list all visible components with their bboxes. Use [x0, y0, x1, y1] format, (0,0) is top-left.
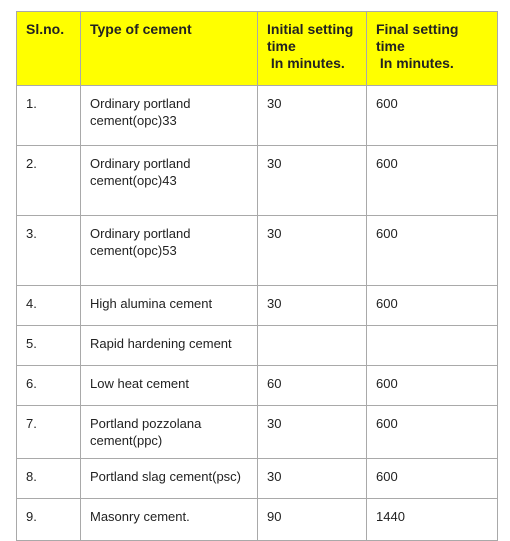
- cell-initial: 30: [258, 459, 367, 499]
- cell-final: 600: [367, 216, 498, 286]
- cell-initial: 90: [258, 499, 367, 541]
- cell-final: [367, 326, 498, 366]
- cell-type-line: Portland pozzolana: [90, 416, 202, 431]
- cell-type: Masonry cement.: [81, 499, 258, 541]
- cell-initial: 30: [258, 86, 367, 146]
- cell-slno: 9.: [17, 499, 81, 541]
- header-type: Type of cement: [81, 12, 258, 86]
- cell-type: Low heat cement: [81, 366, 258, 406]
- table-row: [17, 366, 498, 406]
- header-slno: Sl.no.: [17, 12, 81, 86]
- cell-type-line: cement(opc)33: [90, 113, 177, 128]
- header-final-line: Final setting: [376, 21, 459, 37]
- table-row: [17, 146, 498, 216]
- table-row: [17, 216, 498, 286]
- cell-final: 600: [367, 86, 498, 146]
- cell-initial: 30: [258, 286, 367, 326]
- cell-final: 1440: [367, 499, 498, 541]
- header-row: [17, 12, 498, 86]
- table-row: [17, 286, 498, 326]
- cell-type: Rapid hardening cement: [81, 326, 258, 366]
- header-initial-line: In minutes.: [267, 55, 345, 71]
- cell-slno: 1.: [17, 86, 81, 146]
- cell-initial: 30: [258, 406, 367, 459]
- cell-initial: 60: [258, 366, 367, 406]
- cell-type-line: Ordinary portland: [90, 156, 191, 171]
- cell-type-line: Ordinary portland: [90, 96, 191, 111]
- cell-type-line: cement(opc)53: [90, 243, 177, 258]
- table-row: [17, 326, 498, 366]
- cell-slno: 6.: [17, 366, 81, 406]
- cell-slno: 5.: [17, 326, 81, 366]
- table-row: [17, 406, 498, 459]
- cell-type: [81, 86, 258, 146]
- table-row: [17, 86, 498, 146]
- cell-slno: 2.: [17, 146, 81, 216]
- cell-slno: 7.: [17, 406, 81, 459]
- cell-final: 600: [367, 459, 498, 499]
- cell-type: [81, 216, 258, 286]
- header-final-setting-time: [367, 12, 498, 86]
- cell-slno: 3.: [17, 216, 81, 286]
- cell-type-line: Ordinary portland: [90, 226, 191, 241]
- cell-initial: 30: [258, 146, 367, 216]
- cement-setting-time-table: [16, 11, 498, 541]
- cell-initial: 30: [258, 216, 367, 286]
- table-row: [17, 459, 498, 499]
- cell-final: 600: [367, 406, 498, 459]
- cell-type-line: cement(ppc): [90, 433, 163, 448]
- cell-type: Portland slag cement(psc): [81, 459, 258, 499]
- cell-slno: 8.: [17, 459, 81, 499]
- header-final-line: In minutes.: [376, 55, 454, 71]
- header-initial-setting-time: [258, 12, 367, 86]
- cell-type: [81, 406, 258, 459]
- cell-initial: [258, 326, 367, 366]
- table-row: [17, 499, 498, 541]
- header-initial-line: Initial setting: [267, 21, 354, 37]
- header-initial-line: time: [267, 38, 296, 54]
- cell-type: [81, 146, 258, 216]
- cell-final: 600: [367, 286, 498, 326]
- header-final-line: time: [376, 38, 405, 54]
- cell-final: 600: [367, 146, 498, 216]
- cell-type-line: cement(opc)43: [90, 173, 177, 188]
- cell-type: High alumina cement: [81, 286, 258, 326]
- cell-final: 600: [367, 366, 498, 406]
- cell-slno: 4.: [17, 286, 81, 326]
